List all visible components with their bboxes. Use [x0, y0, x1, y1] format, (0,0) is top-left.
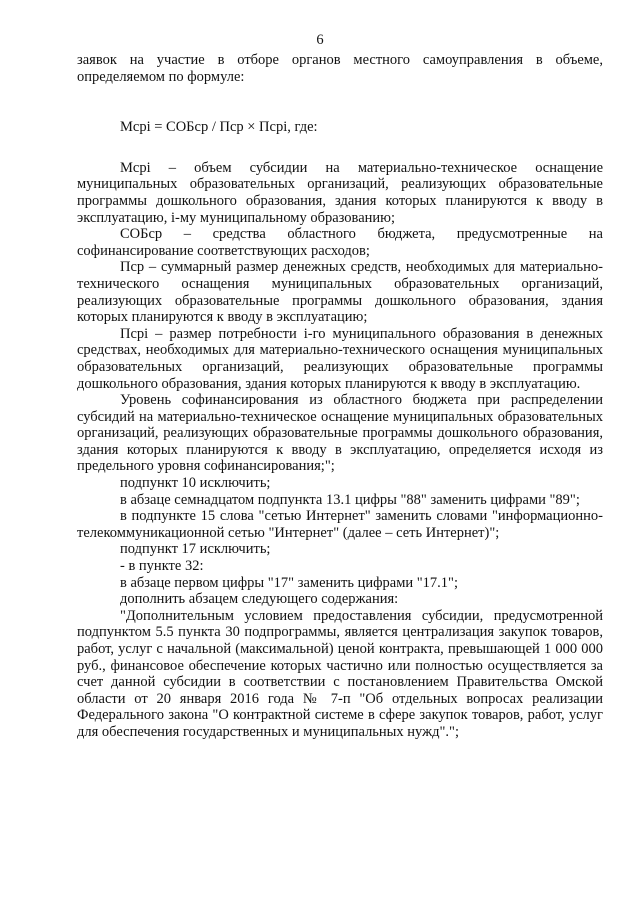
paragraph-add-abzac: дополнить абзацем следующего содержания: — [120, 591, 399, 608]
paragraph-definition-m: Mсрі – объем субсидии на материально-техническое оснащение муниципальных образовательных организаций, реализующих образовательные программы дошкольного образования, здания которых планируются к вводу в эксплуатацию, i-му муниципальному образованию; — [77, 159, 603, 226]
paragraph-definition-p: Пср – суммарный размер денежных средств, необходимых для материально-технического оснащения муниципальных образовательных организаций, реализующих образовательные программы дошкольного образования, здания которых планируются к вводу в эксплуатацию; — [77, 259, 603, 326]
paragraph-subitem-13-1: в абзаце семнадцатом подпункта 13.1 цифры "88" заменить цифрами "89"; — [120, 491, 580, 508]
document-body — [77, 52, 603, 741]
paragraph-intro: заявок на участие в отборе органов местного самоуправления в объеме, определяемом по формуле: — [77, 52, 603, 85]
paragraph-subitem-17: подпункт 17 исключить; — [120, 541, 271, 558]
paragraph-first-abzac: в абзаце первом цифры "17" заменить цифрами "17.1"; — [120, 574, 459, 591]
paragraph-additional-condition: "Дополнительным условием предоставления субсидии, предусмотренной подпунктом 5.5 пункта 30 подпрограммы, является централизация закупок товаров, работ, услуг с начальной (максимальной) ценой контракта, превышающей 1 000 000 руб., финансовое обеспечение которых частично или полностью осуществляется за счет данной субсидии в соответствии с постановлением Правительства Омской области от 20 января 2016 года № 7-п "Об отдельных вопросах реализации Федерального закона "О контрактной системе в сфере закупок товаров, работ, услуг для обеспечения государственных и муниципальных нужд"."; — [77, 607, 603, 740]
paragraph-item-32: - в пункте 32: — [120, 558, 204, 575]
paragraph-cofinancing-level: Уровень софинансирования из областного бюджета при распределении субсидий на материально-техническое оснащение муниципальных образовательных организаций, реализующих образовательные программы дошкольного образования, здания которых планируются к вводу в эксплуатацию, определяется исходя из предельного уровня софинансирования;"; — [77, 392, 603, 475]
paragraph-subitem-15: в подпункте 15 слова "сетью Интернет" заменить словами "информационно-телекоммуникационной сетью "Интернет" (далее – сеть Интернет)"; — [77, 508, 603, 541]
paragraph-definition-sob: СОБср – средства областного бюджета, предусмотренные на софинансирование соответствующих расходов; — [77, 226, 603, 259]
paragraph-definition-pi: Пcpi – размер потребности i-го муниципального образования в денежных средствах, необходимых для материально-технического оснащения муниципальных образовательных организаций, реализующих образовательные программы дошкольного образования, здания которых планируются к вводу в эксплуатацию. — [77, 325, 603, 392]
page-number: 6 — [316, 32, 324, 48]
formula: Mсрі = СОБср / Пср × Пcpi, где: — [120, 119, 318, 136]
paragraph-subitem-10: подпункт 10 исключить; — [120, 475, 271, 492]
